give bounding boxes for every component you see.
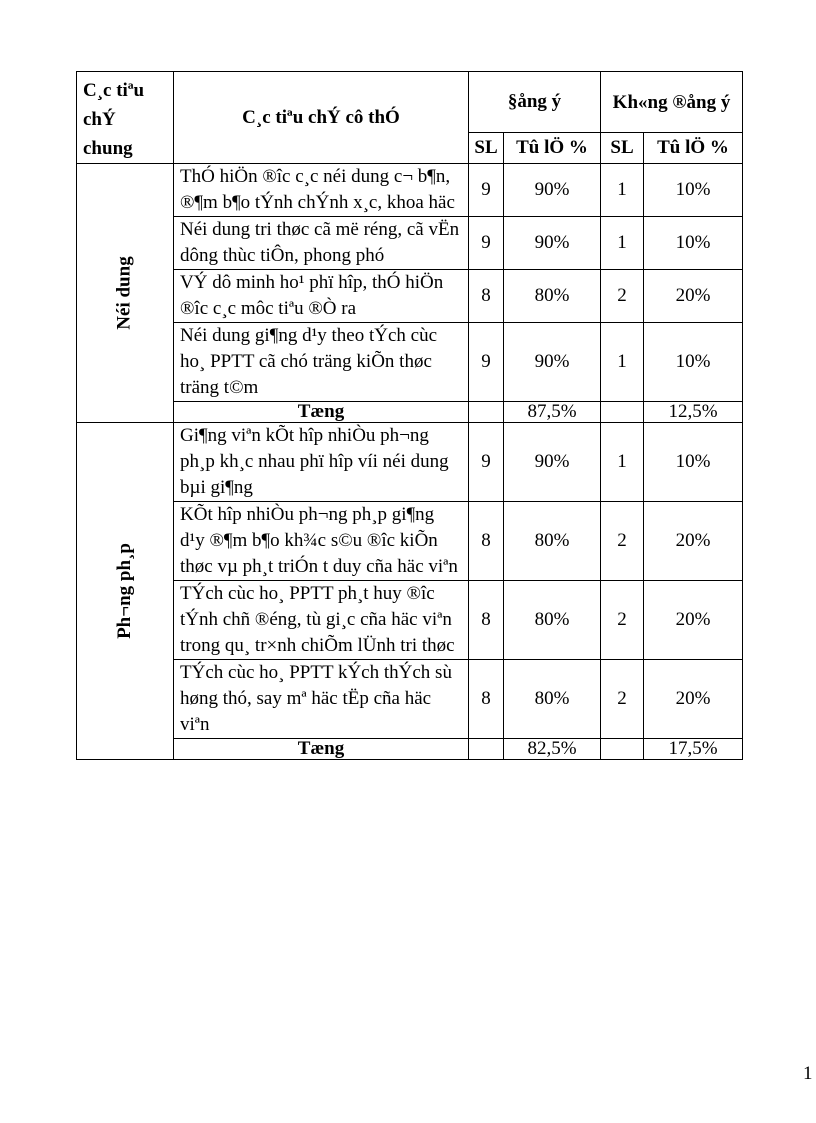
criterion-cell: TÝch cùc ho¸ PPTT kÝch thÝch sù høng thó, say mª häc tËp cña häc viªn <box>174 660 469 739</box>
criterion-cell: Néi dung gi¶ng d¹y theo tÝch cùc ho¸ PPTT cã chó träng kiÕn thøc träng t©m <box>174 323 469 402</box>
table-row <box>77 164 743 217</box>
group-label: Ph¬ng ph¸p <box>113 543 135 639</box>
total-agree-sl-cell <box>469 402 504 423</box>
agree-pct-cell: 80% <box>504 502 601 581</box>
agree-pct-cell: 80% <box>504 270 601 323</box>
agree-sl-cell: 9 <box>469 164 504 217</box>
disagree-ratio-header: Tû lÖ % <box>644 133 743 164</box>
agree-pct-cell: 80% <box>504 581 601 660</box>
table-row <box>77 502 743 581</box>
table-row <box>77 660 743 739</box>
disagree-pct-cell: 20% <box>644 270 743 323</box>
header-row <box>77 72 743 133</box>
disagree-pct-cell: 20% <box>644 581 743 660</box>
agree-ratio-header: Tû lÖ % <box>504 133 601 164</box>
total-label: Tæng <box>174 739 469 760</box>
group-label-cell <box>77 423 174 760</box>
total-disagree-pct: 12,5% <box>644 402 743 423</box>
total-label: Tæng <box>174 402 469 423</box>
total-row <box>77 402 743 423</box>
agree-pct-cell: 90% <box>504 423 601 502</box>
criterion-cell: Gi¶ng viªn kÕt hîp nhiÒu ph¬ng ph¸p kh¸c nhau phï hîp víi néi dung bµi gi¶ng <box>174 423 469 502</box>
disagree-sl-cell: 1 <box>601 323 644 402</box>
table-row <box>77 217 743 270</box>
disagree-sl-cell: 2 <box>601 660 644 739</box>
table-row <box>77 270 743 323</box>
total-agree-pct: 82,5% <box>504 739 601 760</box>
disagree-pct-cell: 10% <box>644 217 743 270</box>
table-row <box>77 581 743 660</box>
agree-header: §ång ý <box>469 72 601 133</box>
general-criteria-header: C¸c tiªu chÝ chung <box>77 72 174 164</box>
group-label-cell <box>77 164 174 423</box>
agree-sl-cell: 8 <box>469 502 504 581</box>
total-agree-pct: 87,5% <box>504 402 601 423</box>
criterion-cell: VÝ dô minh ho¹ phï hîp, thÓ hiÖn ®îc c¸c môc tiªu ®Ò ra <box>174 270 469 323</box>
agree-sl-cell: 9 <box>469 323 504 402</box>
criterion-cell: KÕt hîp nhiÒu ph¬ng ph¸p gi¶ng d¹y ®¶m b¶o kh¾c s©u ®îc kiÕn thøc vµ ph¸t triÓn t duy cña häc viªn <box>174 502 469 581</box>
agree-pct-cell: 90% <box>504 164 601 217</box>
evaluation-table <box>76 71 743 760</box>
agree-sl-cell: 9 <box>469 217 504 270</box>
disagree-sl-cell: 2 <box>601 502 644 581</box>
agree-sl-cell: 8 <box>469 660 504 739</box>
agree-pct-cell: 90% <box>504 323 601 402</box>
criterion-cell: Néi dung tri thøc cã më réng, cã vËn dông thùc tiÔn, phong phó <box>174 217 469 270</box>
disagree-pct-cell: 10% <box>644 164 743 217</box>
disagree-pct-cell: 20% <box>644 502 743 581</box>
disagree-sl-cell: 1 <box>601 217 644 270</box>
disagree-sl-header: SL <box>601 133 644 164</box>
disagree-pct-cell: 10% <box>644 423 743 502</box>
agree-sl-header: SL <box>469 133 504 164</box>
table-row <box>77 423 743 502</box>
agree-sl-cell: 9 <box>469 423 504 502</box>
disagree-sl-cell: 2 <box>601 270 644 323</box>
disagree-sl-cell: 1 <box>601 423 644 502</box>
criterion-cell: TÝch cùc ho¸ PPTT ph¸t huy ®îc tÝnh chñ ®éng, tù gi¸c cña häc viªn trong qu¸ tr×nh chiÕm lÜnh tri thøc <box>174 581 469 660</box>
criterion-cell: ThÓ hiÖn ®îc c¸c néi dung c¬ b¶n, ®¶m b¶o tÝnh chÝnh x¸c, khoa häc <box>174 164 469 217</box>
total-row <box>77 739 743 760</box>
specific-criteria-header: C¸c tiªu chÝ cô thÓ <box>174 72 469 164</box>
group-label: Néi dung <box>113 256 135 330</box>
total-disagree-sl-cell <box>601 402 644 423</box>
disagree-pct-cell: 10% <box>644 323 743 402</box>
disagree-pct-cell: 20% <box>644 660 743 739</box>
disagree-sl-cell: 1 <box>601 164 644 217</box>
disagree-header: Kh«ng ®ång ý <box>601 72 743 133</box>
page-number: 1 <box>803 1063 813 1084</box>
total-agree-sl-cell <box>469 739 504 760</box>
table-row <box>77 323 743 402</box>
total-disagree-pct: 17,5% <box>644 739 743 760</box>
total-disagree-sl-cell <box>601 739 644 760</box>
disagree-sl-cell: 2 <box>601 581 644 660</box>
agree-sl-cell: 8 <box>469 270 504 323</box>
agree-pct-cell: 90% <box>504 217 601 270</box>
agree-sl-cell: 8 <box>469 581 504 660</box>
agree-pct-cell: 80% <box>504 660 601 739</box>
